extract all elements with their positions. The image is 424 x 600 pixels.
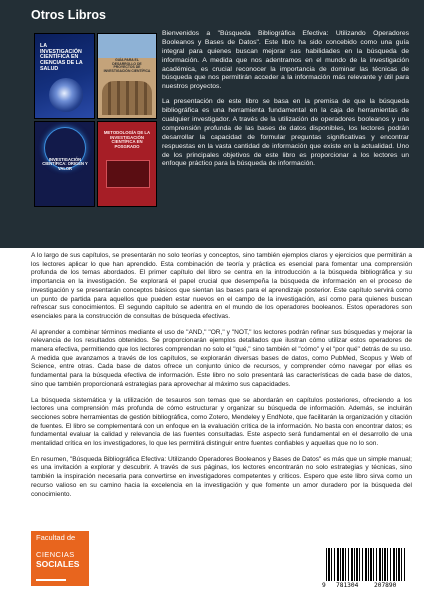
logo-line-2: CIENCIAS (36, 550, 75, 559)
body-paragraph-1: A lo largo de sus capítulos, se presentarán no solo teorías y conceptos, sino también ejemplos claros y ejercicios que permitirán a los lectores aplicar lo que han aprendido. Esta combinación de teoría y práctica es esencial para fomentar una comprensión profunda de los temas abordados. El primer capítulo del libro se centra en la introducción a la búsqueda bibliográfica y su importancia en la investigación. Se explorará el papel crucial que desempeña la búsqueda de información en el proceso de investigación y se presentarán conceptos básicos que sientan las bases para el aprendizaje posterior. Este capítulo servirá como un punto de partida para aquellos que pueden estar nuevos en el campo de la investigación, así como para quienes buscan refrescar sus conocimientos. El segundo capítulo se adentra en el mundo de los operadores booleanos. Estos operadores son esenciales para la construcción de consultas de búsqueda efectivas. (31, 252, 412, 320)
intro-paragraph-1: Bienvenidos a "Búsqueda Bibliográfica Efectiva: Utilizando Operadores Booleanos y Bases de Datos". Este libro ha sido concebido como una guía integral para quienes buscan mejorar sus habilidades en la búsqueda de información. A medida que nos adentramos en el mundo de la investigación académica, es crucial reconocer la importancia de dominar las técnicas de búsqueda que nos permitirán acceder a la información más relevante y útil para nuestros proyectos. (162, 30, 409, 91)
arches-illustration (102, 81, 152, 115)
book-cover-3[interactable] (34, 121, 95, 207)
book-cover-title: INVESTIGACIÓN CIENTÍFICA: ORIGEN Y VALOR (42, 157, 88, 171)
isbn-group-1: 781304 (336, 582, 359, 589)
body-paragraph-3: La búsqueda sistemática y la utilización de tesauros son temas que se abordarán en capítulos posteriores, ofreciendo a los lectores una comprensión más profunda de cómo estructurar y organizar su búsqueda de información. Además, se incluirán secciones sobre herramientas de gestión bibliográfica, como Zotero, Mendeley y EndNote, que facilitarán la organización y citación de fuentes. El libro se complementará con un enfoque en la evaluación crítica de la información. No basta con encontrar datos; es fundamental evaluar la calidad y relevancia de las fuentes consultadas. Este aspecto será fundamental en el desarrollo de una mentalidad crítica en los investigadores, lo que les permitirá distinguir entre fuentes confiables y aquellas que no lo son. (31, 396, 412, 448)
body-paragraph-4: En resumen, "Búsqueda Bibliográfica Efectiva: Utilizando Operadores Booleanos y Bases de Datos" es más que un simple manual; es una invitación a explorar y descubrir. A través de sus páginas, los lectores encontrarán no solo estrategias y técnicas, sino también la inspiración necesaria para convertirse en investigadores competentes y críticos. Espero que este libro sirva como un recurso valioso en su camino hacia la excelencia en la investigación y que fomente un amor duradero por la búsqueda del conocimiento. (31, 455, 412, 498)
faculty-logo (31, 531, 89, 586)
book-cover-4[interactable] (97, 121, 157, 207)
sky-illustration (98, 34, 156, 58)
isbn-prefix: 9 (322, 582, 326, 589)
barcode-bars (326, 548, 406, 581)
screen-illustration (106, 160, 150, 188)
logo-line-3: SOCIALES (36, 559, 80, 569)
virus-illustration (49, 78, 83, 112)
description-text (31, 252, 412, 506)
book-cover-1[interactable] (34, 33, 95, 119)
book-cover-title: LA INVESTIGACIÓN CIENTÍFICA EN CIENCIAS DE LA SALUD (40, 43, 83, 72)
logo-underline (36, 579, 66, 581)
other-books-section (0, 0, 424, 248)
book-cover-title: GUÍA PARA EL DESARROLLO DE PROYECTOS DE INVESTIGACIÓN CIENTÍFICA (103, 58, 151, 74)
intro-paragraph-2: La presentación de este libro se basa en la premisa de que la búsqueda bibliográfica es una herramienta fundamental en la caja de herramientas de cualquier investigador. A través de la utilización de operadores booleanos y una comprensión profunda de las bases de datos disponibles, los lectores podrán desarrollar la capacidad de formular preguntas significativas y encontrar respuestas en la vasta cantidad de información que existe en la actualidad. Uno de los principales objetivos de este libro es proporcionar a los lectores un enfoque práctico para la búsqueda de información. (162, 98, 409, 168)
intro-text (162, 30, 409, 175)
isbn-group-2: 207890 (374, 582, 397, 589)
book-cover-title: METODOLOGÍA DE LA INVESTIGACIÓN CIENTÍFICA EN POSGRADO (103, 130, 151, 149)
body-paragraph-2: Al aprender a combinar términos mediante el uso de "AND," "OR," y "NOT," los lectores podrán refinar sus búsquedas y mejorar la relevancia de los resultados obtenidos. Se proporcionarán ejemplos detallados que ilustran cómo utilizar estos operadores de manera efectiva, permitiendo que los lectores comprendan no solo el "qué," sino también el "cómo" y el "por qué" detrás de su uso. A medida que avanzamos a través de los capítulos, se explorarán diversas bases de datos, como PubMed, Scopus y Web of Science, entre otras. Cada base de datos ofrece un conjunto único de recursos, y comprender cómo navegar por ellas es fundamental para la búsqueda efectiva de información. Este libro no solo presentará las características de cada base de datos, sino que también proporcionará estrategias para aprovechar al máximo sus capacidades. (31, 328, 412, 388)
section-title: Otros Libros (31, 8, 107, 22)
isbn-barcode (322, 546, 410, 592)
logo-line-1: Facultad de (36, 533, 76, 542)
book-cover-2[interactable] (97, 33, 157, 119)
